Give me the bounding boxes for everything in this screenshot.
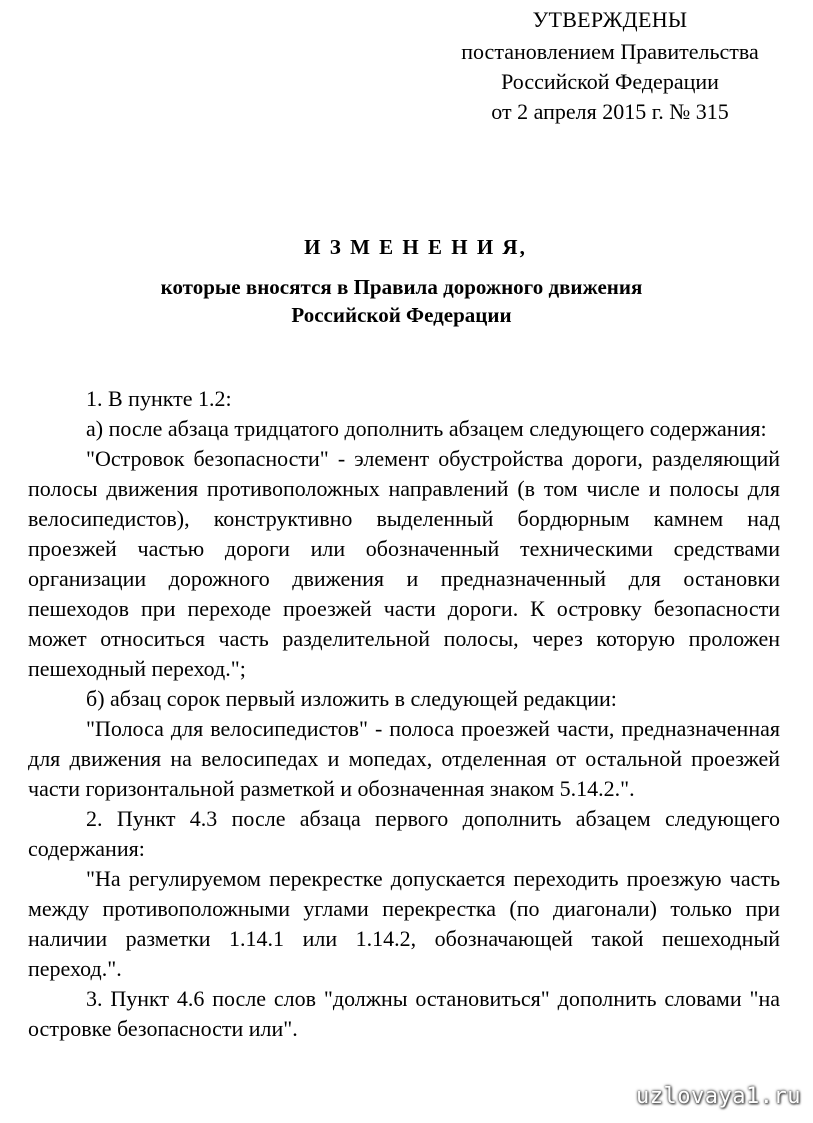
paragraph-1: 1. В пункте 1.2:: [86, 386, 232, 411]
site-watermark: uzlovaya1.ru: [636, 1084, 801, 1109]
approval-block: [420, 5, 800, 127]
paragraph-8: 3. Пункт 4.6 после слов "должны остановиться" дополнить словами "на островке безопасности или".: [28, 986, 780, 1041]
paragraph-7: "На регулируемом перекрестке допускается переходить проезжую часть между противоположными углами перекрестка (по диагонали) только при наличии разметки 1.14.1 или 1.14.2, обозначающей такой пешеходный переход.".: [28, 866, 780, 981]
title-subtitle-line-2: Российской Федерации: [291, 303, 512, 327]
title-subtitle-line-1: которые вносятся в Правила дорожного движения: [160, 275, 643, 299]
paragraph-4: б) абзац сорок первый изложить в следующей редакции:: [86, 686, 617, 711]
paragraph-5: "Полоса для велосипедистов" - полоса проезжей части, предназначенная для движения на велосипедах и мопедах, отделенная от остальной проезжей части горизонтальной разметкой и обозначенная знаком 5.14.2.".: [28, 716, 780, 801]
title-main: И З М Е Н Е Н И Я,: [304, 235, 527, 259]
document-body: [28, 384, 780, 1044]
paragraph-3: "Островок безопасности" - элемент обустройства дороги, разделяющий полосы движения противоположных направлений (в том числе и полосы для велосипедистов), конструктивно выделенный бордюрным камнем над проезжей частью дороги или обозначенный техническими средствами организации дорожного движения и предназначенный для остановки пешеходов при переходе проезжей части дороги. К островку безопасности может относиться часть разделительной полосы, через которую проложен пешеходный переход.";: [28, 446, 780, 681]
document-title: [0, 233, 813, 329]
paragraph-6: 2. Пункт 4.3 после абзаца первого дополнить абзацем следующего содержания:: [28, 806, 780, 861]
approval-line-1: постановлением Правительства: [461, 39, 759, 64]
approval-line-3: от 2 апреля 2015 г. № 315: [491, 99, 729, 124]
approval-line-2: Российской Федерации: [501, 69, 719, 94]
paragraph-2: а) после абзаца тридцатого дополнить абзацем следующего содержания:: [86, 416, 767, 441]
approval-heading: УТВЕРЖДЕНЫ: [532, 7, 688, 32]
